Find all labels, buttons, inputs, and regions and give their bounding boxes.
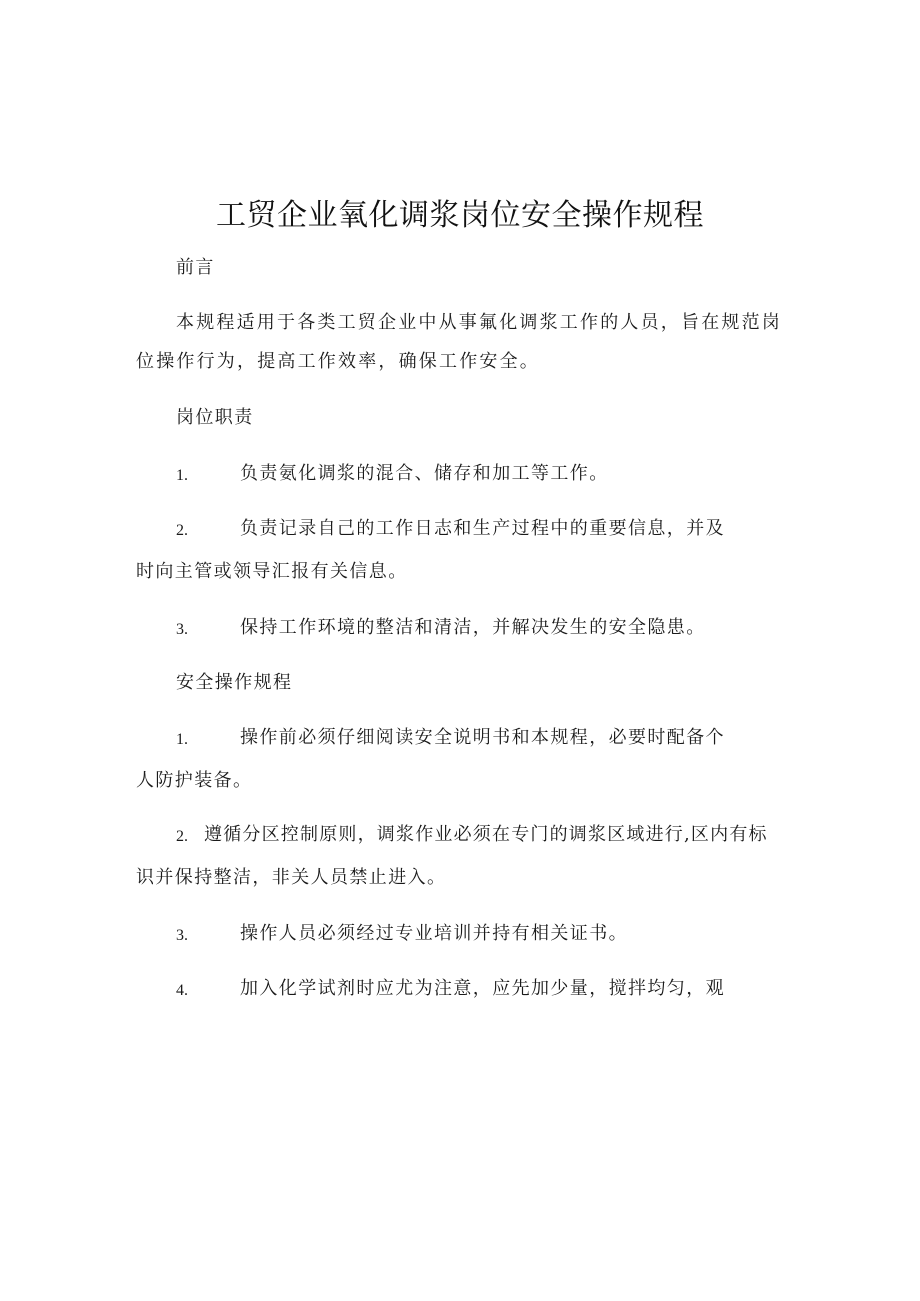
duties-heading: 岗位职责 xyxy=(176,407,254,428)
preface-text-line-1: 本规程适用于各类工贸企业中从事氟化调浆工作的人员，旨在规范岗 xyxy=(176,312,782,333)
list-item-number: 3. xyxy=(176,621,188,638)
list-item-number: 3. xyxy=(176,927,188,944)
rules-heading: 安全操作规程 xyxy=(176,672,293,693)
list-item-text: 操作人员必须经过专业培训并持有相关证书。 xyxy=(240,923,628,944)
document-title: 工贸企业氧化调浆岗位安全操作规程 xyxy=(216,198,704,233)
list-item-number: 2. xyxy=(176,522,188,539)
list-item-text: 负责氨化调浆的混合、储存和加工等工作。 xyxy=(240,463,609,484)
list-item-text-continued: 人防护装备。 xyxy=(136,770,253,791)
list-item-text: 加入化学试剂时应尤为注意，应先加少量，搅拌均匀，观 xyxy=(240,978,725,999)
list-item-number: 4. xyxy=(176,982,188,999)
list-item-text: 遵循分区控制原则，调浆作业必须在专门的调浆区域进行,区内有标 xyxy=(204,824,768,845)
list-item-text: 操作前必须仔细阅读安全说明书和本规程，必要时配备个 xyxy=(240,727,725,748)
list-item-text-continued: 识并保持整洁，非关人员禁止进入。 xyxy=(136,867,447,888)
preface-text-line-2: 位操作行为，提高工作效率，确保工作安全。 xyxy=(136,351,540,372)
list-item-text: 负责记录自己的工作日志和生产过程中的重要信息，并及 xyxy=(240,518,725,539)
list-item-number: 2. xyxy=(176,828,188,845)
list-item-number: 1. xyxy=(176,731,188,748)
list-item-text: 保持工作环境的整洁和清洁，并解决发生的安全隐患。 xyxy=(240,617,706,638)
list-item-number: 1. xyxy=(176,467,188,484)
list-item-text-continued: 时向主管或领导汇报有关信息。 xyxy=(136,561,408,582)
preface-heading: 前言 xyxy=(176,257,215,278)
